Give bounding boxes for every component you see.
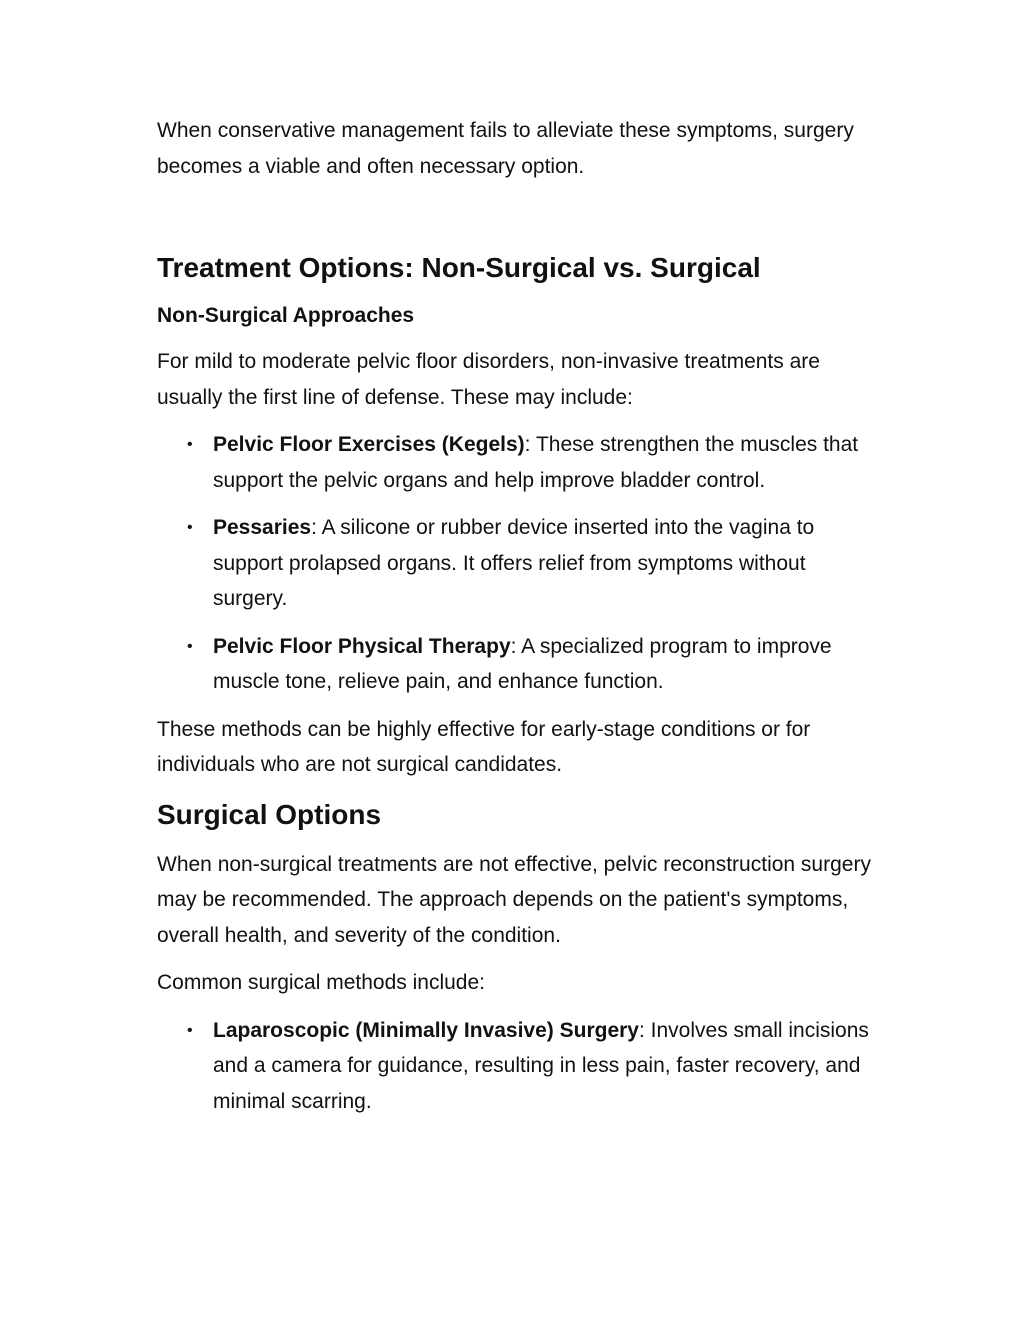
list-item-term: Pelvic Floor Physical Therapy <box>213 634 511 658</box>
list-item-description: : Involves small incisions and a camera for guidance, resulting in less pain, faster recovery, and minimal scarring. <box>213 1018 869 1113</box>
intro-paragraph: When conservative management fails to alleviate these symptoms, surgery becomes a viable and often necessary option. <box>157 119 854 178</box>
document-page <box>157 113 877 1131</box>
bullet-icon: • <box>187 519 193 536</box>
bullet-icon: • <box>187 1021 193 1039</box>
list-item-term: Pelvic Floor Exercises (Kegels) <box>213 433 525 456</box>
non-surgical-heading: Non-Surgical Approaches <box>157 304 415 327</box>
non-surgical-outro: These methods can be highly effective for early-stage conditions or for individuals who are not surgical candidates. <box>157 717 811 776</box>
surgical-methods-lead: Common surgical methods include: <box>157 971 485 994</box>
list-item-laparoscopic <box>157 1013 877 1120</box>
bullet-icon: • <box>187 436 193 453</box>
list-item-physical-therapy <box>157 629 877 700</box>
list-item-pessaries <box>157 510 877 617</box>
bullet-icon: • <box>187 637 193 655</box>
non-surgical-list <box>157 427 877 700</box>
list-item-term: Laparoscopic (Minimally Invasive) Surgery <box>213 1018 639 1042</box>
list-item-description: : These strengthen the muscles that support the pelvic organs and help improve bladder control. <box>213 433 859 492</box>
list-item-kegels <box>157 427 877 498</box>
list-item-description: : A specialized program to improve muscle tone, relieve pain, and enhance function. <box>213 634 832 693</box>
list-item-description: : A silicone or rubber device inserted into the vagina to support prolapsed organs. It offers relief from symptoms without surgery. <box>213 516 815 610</box>
surgical-list <box>157 1013 877 1120</box>
surgical-options-heading: Surgical Options <box>157 798 382 830</box>
non-surgical-intro: For mild to moderate pelvic floor disorders, non-invasive treatments are usually the first line of defense. These may include: <box>157 350 820 409</box>
list-item-term: Pessaries <box>213 516 312 539</box>
surgical-intro: When non-surgical treatments are not effective, pelvic reconstruction surgery may be recommended. The approach depends on the patient's symptoms, overall health, and severity of the condition. <box>157 852 871 947</box>
treatment-options-heading: Treatment Options: Non-Surgical vs. Surgical <box>157 252 761 283</box>
